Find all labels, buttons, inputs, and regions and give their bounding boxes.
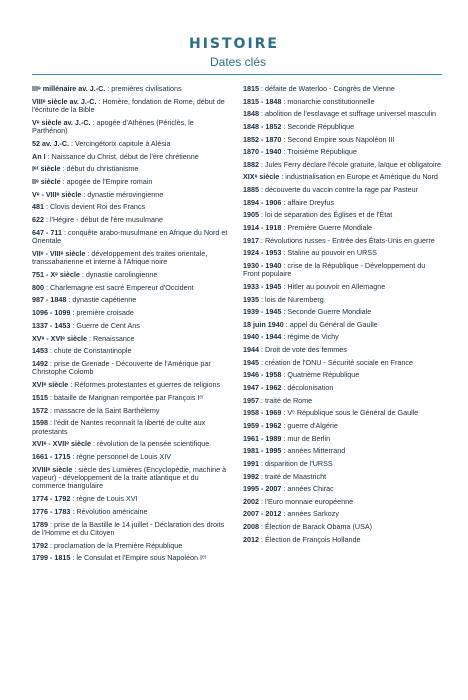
timeline-entry [32,284,230,292]
entry-date: VIIᵉ - VIIIᵉ siècle [32,248,86,258]
entry-text: : apogée de l'Empire romain [60,177,153,186]
entry-date: 481 [32,202,44,212]
entry-date: 800 [32,282,44,292]
timeline-entry [32,508,230,516]
entry-date: VIIIᵉ siècle av. J.-C. [32,96,97,106]
entry-text: : proclamation de la Première République [48,540,183,550]
timeline-entry [32,250,230,267]
timeline-entry [243,262,443,279]
entry-date: 1894 - 1906 [243,197,282,207]
timeline-entry [32,381,230,389]
entry-date: 1940 - 1944 [243,332,282,342]
entry-date: 1959 - 1962 [243,420,282,430]
timeline-entry [32,98,230,115]
entry-date: 1848 - 1852 [243,121,282,131]
entry-text: : Clovis devient Roi des Francs [44,202,146,212]
entry-text: : Renaissance [86,333,135,343]
timeline-entry [32,296,230,304]
entry-text: : apogée d'Athènes (Périclès, le Parthénon) [32,117,194,136]
timeline-entry [243,211,443,219]
entry-text: : découverte du vaccin contre la rage par Pasteur [259,185,419,195]
entry-text: : années Mitterrand [281,446,346,456]
entry-text: : l'Euro monnaie européenne [259,496,354,506]
title-divider [32,74,442,75]
entry-text: : bataille de Marignan remportée par François Iᵉʳ [48,392,204,402]
timeline-entry [32,119,230,136]
entry-date: 2008 [243,522,259,532]
entry-text: : développement des traites orientale, transsaharienne et interne à l'Afrique noire [32,248,208,267]
entry-date: 1096 - 1099 [32,308,71,318]
entry-text: : industrialisation en Europe et Amérique du Nord [279,172,438,182]
entry-date: 1995 - 2007 [243,484,282,494]
entry-text: : lois de Nuremberg [259,294,324,304]
timeline-entry [32,407,230,415]
entry-text: : régime de Vichy [281,332,339,342]
timeline-entry [243,409,443,417]
timeline-entry [243,371,443,379]
timeline-entry [32,521,230,538]
entry-text: : révolution de la pensée scientifique [90,439,210,449]
entry-date: 1870 - 1940 [243,147,282,157]
entry-date: 1776 - 1783 [32,506,71,516]
timeline-entry [243,308,443,316]
entry-text: : création de l'ONU - Sécurité sociale en France [259,357,413,367]
timeline-entry [243,173,443,181]
entry-date: 2002 [243,496,259,506]
timeline-entry [32,542,230,550]
entry-text: : règne personnel de Louis XIV [70,452,172,462]
timeline-entry [32,322,230,330]
entry-date: 1935 [243,294,259,304]
timeline-entry [32,165,230,173]
entry-date: XVIᵉ - XVIIᵉ siècle [32,439,91,449]
timeline-entry [32,440,230,448]
entry-date: 987 - 1848 [32,295,67,305]
entry-text: : massacre de la Saint Barthélemy [48,405,160,415]
timeline-entry [243,296,443,304]
timeline-entry [243,460,443,468]
entry-date: 1792 [32,540,48,550]
timeline-entry [243,283,443,291]
page-title: HISTOIRE [188,36,279,52]
entry-date: Iᵉʳ siècle [32,164,61,174]
entry-text: : dynastie mérovingienne [81,189,164,199]
entry-date: XVIIIᵉ siècle [32,464,73,474]
entry-text: : Second Empire sous Napoléon III [281,134,395,144]
timeline-entry [243,485,443,493]
timeline-entry [243,473,443,481]
entry-text: : Jules Ferry déclare l'école gratuite, laïque et obligatoire [259,159,441,169]
entry-text: : Première Guerre Mondiale [281,223,373,233]
timeline-entry [243,249,443,257]
timeline-entry [32,360,230,377]
entry-date: 18 juin 1940 [243,319,284,329]
entry-text: : Quatrième République [281,370,360,380]
entry-text: : siècle des Lumières (Encyclopédie, machine à vapeur) - développement de la traite atlantique et du commerce triangulaire [32,464,227,491]
entry-date: 1905 [243,210,259,220]
timeline-entry [32,466,230,491]
entry-date: 1492 [32,359,48,369]
entry-date: 1852 - 1870 [243,134,282,144]
entry-text: : crise de la République - Développement du Front populaire [243,260,426,279]
entry-text: : années Sarkozy [281,509,339,519]
entry-text: : décolonisation [281,383,334,393]
entry-date: 2012 [243,534,259,544]
timeline-entry [32,153,230,161]
entry-text: : affaire Dreyfus [281,197,334,207]
entry-text: : le Consulat et l'Empire sous Napoléon Iᵉʳ [70,553,207,563]
entry-date: 1789 [32,519,48,529]
entry-date: 1917 [243,235,259,245]
entry-date: 1924 - 1953 [243,248,282,258]
entry-date: 1957 [243,395,259,405]
timeline-entry [243,397,443,405]
entry-date: IIIᵉ millénaire av. J.-C. [32,84,106,93]
timeline-entry [243,536,443,544]
entry-date: 1774 - 1792 [32,494,71,504]
entry-date: 2007 - 2012 [243,509,282,519]
timeline-entry [243,186,443,194]
entry-date: XVᵉ - XVIᵉ siècle [32,333,87,343]
entry-text: : Hitler au pouvoir en Allemagne [281,281,386,291]
entry-date: 1815 - 1848 [243,96,282,106]
entry-date: Vᵉ - VIIIᵉ siècle [32,189,82,199]
entry-text: : années Chirac [281,484,334,494]
entry-date: IIᵉ siècle [32,177,61,186]
timeline-entry [32,419,230,436]
timeline-entry [243,359,443,367]
entry-date: 1661 - 1715 [32,452,71,462]
entry-text: : traité de Maastricht [259,471,327,481]
timeline-entry [32,271,230,279]
entry-text: : l'Hégire - début de l'ère musulmane [44,215,164,225]
timeline-entry [32,178,230,186]
timeline-entry [243,384,443,392]
entry-text: : Vercingétorix capitule à Alésia [69,138,171,148]
entry-date: 1961 - 1989 [243,433,282,443]
entry-text: : appel du Général de Gaulle [283,319,378,329]
timeline-entry [243,85,443,93]
timeline-entry [243,224,443,232]
entry-date: 1981 - 1995 [243,446,282,456]
timeline-entry [32,495,230,503]
right-column [243,85,443,548]
entry-text: : l'édit de Nantes reconnaît la liberté de culte aux protestants [32,418,206,436]
timeline-entry [243,161,443,169]
timeline-entry [243,346,443,354]
entry-text: : conquête arabo-musulmane en Afrique du Nord et Orientale [32,227,228,246]
timeline-entry [32,347,230,355]
entry-text: : Guerre de Cent Ans [70,320,140,330]
timeline-entry [243,447,443,455]
entry-text: : début du christianisme [60,164,139,174]
entry-date: 1992 [243,471,259,481]
timeline-entry [243,136,443,144]
timeline-entry [243,98,443,106]
timeline-entry [243,333,443,341]
timeline-entry [243,321,443,329]
entry-date: 52 av. J.-C. [32,138,70,148]
entry-text: : Réformes protestantes et guerres de religions [68,380,221,390]
entry-date: 1946 - 1958 [243,370,282,380]
entry-text: : prise de Grenade - Découverte de l'Amérique par Christophe Colomb [32,359,211,377]
entry-text: : monarchie constitutionnelle [281,96,375,106]
entry-date: 1572 [32,405,48,415]
entry-date: 1885 [243,185,259,195]
entry-date: 1598 [32,418,48,428]
entry-date: 1799 - 1815 [32,553,71,563]
entry-date: 1882 [243,159,259,169]
entry-text: : Charlemagne est sacré Empereur d'Occident [44,282,194,292]
entry-text: : traité de Rome [259,395,313,405]
entry-date: 1947 - 1962 [243,383,282,393]
entry-date: 1848 [243,109,259,119]
entry-text: : Homère, fondation de Rome, début de l'écriture de la Bible [32,96,225,115]
entry-date: 622 [32,215,44,225]
entry-date: 1933 - 1945 [243,281,282,291]
entry-text: : guerre d'Algérie [281,420,338,430]
timeline-entry [32,216,230,224]
timeline-entry [243,199,443,207]
entry-text: : chute de Constantinople [48,346,132,356]
entry-date: 751 - Xᵉ siècle [32,270,80,279]
timeline-entry [32,335,230,343]
entry-text: : prise de la Bastille le 14 juillet - Déclaration des droits de l'Homme et du Citoyen [32,519,225,537]
entry-text: : Droit de vote des femmes [259,345,347,355]
entry-text: : défaite de Waterloo - Congrès de Vienne [259,84,395,93]
left-column [32,85,230,567]
timeline-entry [243,498,443,506]
timeline-entry [32,554,230,562]
entry-text: : Élection de Barack Obama (USA) [259,522,373,532]
entry-text: : dynastie carolingienne [79,270,158,279]
entry-date: 1958 - 1969 [243,408,282,418]
entry-text: : Staline au pouvoir en URSS [281,248,377,258]
timeline-entry [32,203,230,211]
timeline-entry [243,523,443,531]
entry-text: : dynastie capétienne [66,295,137,305]
entry-text: : abolition de l'esclavage et suffrage universel masculin [259,109,437,119]
entry-date: 647 - 711 [32,227,62,237]
timeline-entry [243,510,443,518]
entry-text: : Révolution américaine [70,506,148,516]
timeline-entry [32,309,230,317]
timeline-entry [243,123,443,131]
entry-date: An I [32,151,46,161]
entry-text: : Naissance du Christ, début de l'ère chrétienne [45,151,199,161]
timeline-entry [32,191,230,199]
timeline-entry [32,394,230,402]
timeline-entry [32,229,230,246]
page-subtitle: Dates clés [210,55,267,69]
entry-text: : disparition de l'URSS [259,458,333,468]
timeline-entry [243,110,443,118]
entry-text: : Vᵉ République sous le Général de Gaulle [281,408,419,418]
entry-date: 1991 [243,458,259,468]
entry-text: : loi de séparation des Églises et de l'État [259,210,393,220]
entry-date: 1453 [32,346,48,356]
entry-text: : Seconde Guerre Mondiale [281,307,372,317]
entry-date: XVIᵉ siècle [32,380,69,390]
entry-date: 1944 [243,345,259,355]
entry-text: : Seconde République [281,121,355,131]
timeline-entry [32,85,230,93]
timeline-entry [243,435,443,443]
entry-text: : mur de Berlin [281,433,331,443]
entry-text: : Révolutions russes - Entrée des États-Unis en guerre [259,235,435,245]
timeline-entry [32,140,230,148]
entry-date: 1815 [243,84,259,93]
entry-date: Vᵉ siècle av. J.-C. [32,117,91,127]
entry-text: : Troisième République [281,147,357,157]
entry-date: XIXᵉ siècle [243,172,280,182]
timeline-entry [243,237,443,245]
entry-date: 1939 - 1945 [243,307,282,317]
entry-date: 1930 - 1940 [243,260,282,270]
entry-text: : première croisade [70,308,134,318]
entry-text: : premières civilisations [105,84,182,93]
entry-text: : Élection de François Hollande [259,534,361,544]
entry-date: 1515 [32,392,48,402]
entry-text: : règne de Louis XVI [70,494,138,504]
timeline-entry [243,422,443,430]
entry-date: 1945 [243,357,259,367]
timeline-entry [243,148,443,156]
entry-date: 1914 - 1918 [243,223,282,233]
timeline-entry [32,453,230,461]
entry-date: 1337 - 1453 [32,320,71,330]
